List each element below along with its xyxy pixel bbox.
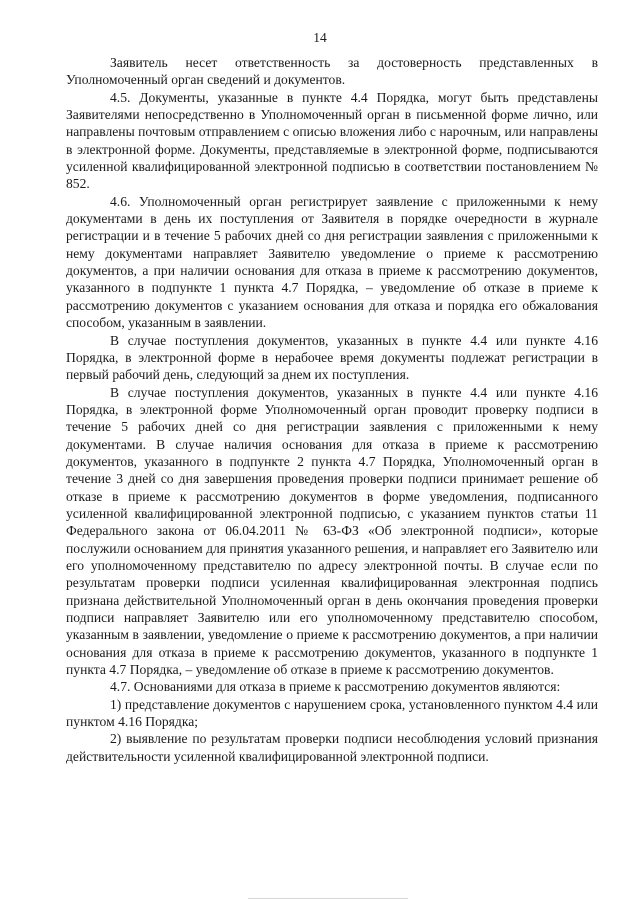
page-number: 14 bbox=[313, 30, 327, 45]
scan-artifact-line bbox=[248, 898, 408, 899]
paragraph-4-6: 4.6. Уполномоченный орган регистрирует заявление с приложенными к нему документами в день их поступления от Заявителя в порядке очередности в журнале регистрации и в течение 5 рабочих дней со дня регистрации заявления с приложенными к нему документами направляет Заявителю уведомление о приеме к рассмотрению документов, а при наличии основания для отказа в приеме к рассмотрению документов, указанного в подпункте 1 пункта 4.7 Порядка, – уведомление об отказе в приеме к рассмотрению документов с указанием основания для отказа и порядка его обжалования способом, указанным в заявлении. bbox=[66, 193, 598, 331]
paragraph-nonworking-time: В случае поступления документов, указанных в пункте 4.4 или пункте 4.16 Порядка, в электронной форме в нерабочее время документы подлежат регистрации в первый рабочий день, следующий за днем их поступления. bbox=[66, 332, 598, 383]
paragraph-electronic-verification: В случае поступления документов, указанных в пункте 4.4 или пункте 4.16 Порядка, в электронной форме Уполномоченный орган проводит проверку подписи в течение 5 рабочих дней со дня регистрации заявления с приложенными к нему документами. В случае наличия основания для отказа в приеме к рассмотрению документов, указанного в подпункте 2 пункта 4.7 Порядка, Уполномоченный орган в течение 3 дней со дня завершения проведения проверки подписи принимает решение об отказе в приеме к рассмотрению документов в форме уведомления, подписанного усиленной квалифицированной электронной подписью, с указанием пунктов статьи 11 Федерального закона от 06.04.2011 № 63-ФЗ «Об электронной подписи», которые послужили основанием для принятия указанного решения, и направляет его Заявителю или его уполномоченному представителю по адресу электронной почты. В случае если по результатам проверки подписи усиленная квалифицированная электронная подпись признана действительной Уполномоченный орган в день окончания проведения проверки подписи направляет Заявителю или его уполномоченному представителю способом, указанным в заявлении, уведомление о приеме к рассмотрению документов, а при наличии основания для отказа в приеме к рассмотрению документов, указанного в подпункте 1 пункта 4.7 Порядка, – уведомление об отказе в приеме к рассмотрению документов. bbox=[66, 384, 598, 678]
paragraph-4-5: 4.5. Документы, указанные в пункте 4.4 Порядка, могут быть представлены Заявителями непосредственно в Уполномоченный орган в письменной форме лично, или направлены почтовым отправлением с описью вложения либо с нарочным, или направлены в электронной форме. Документы, представляемые в электронной форме, подписываются усиленной квалифицированной электронной подписью в соответствии постановлением № 852. bbox=[66, 89, 598, 192]
list-item-1: 1) представление документов с нарушением срока, установленного пунктом 4.4 или пунктом 4.16 Порядка; bbox=[66, 696, 598, 730]
document-body bbox=[66, 54, 598, 765]
list-item-2: 2) выявление по результатам проверки подписи несоблюдения условий признания действительности усиленной квалифицированной электронной подписи. bbox=[66, 731, 598, 764]
paragraph-responsibility: Заявитель несет ответственность за достоверность представленных в Уполномоченный орган сведений и документов. bbox=[66, 55, 598, 88]
paragraph-4-7: 4.7. Основаниями для отказа в приеме к рассмотрению документов являются: bbox=[110, 679, 561, 695]
